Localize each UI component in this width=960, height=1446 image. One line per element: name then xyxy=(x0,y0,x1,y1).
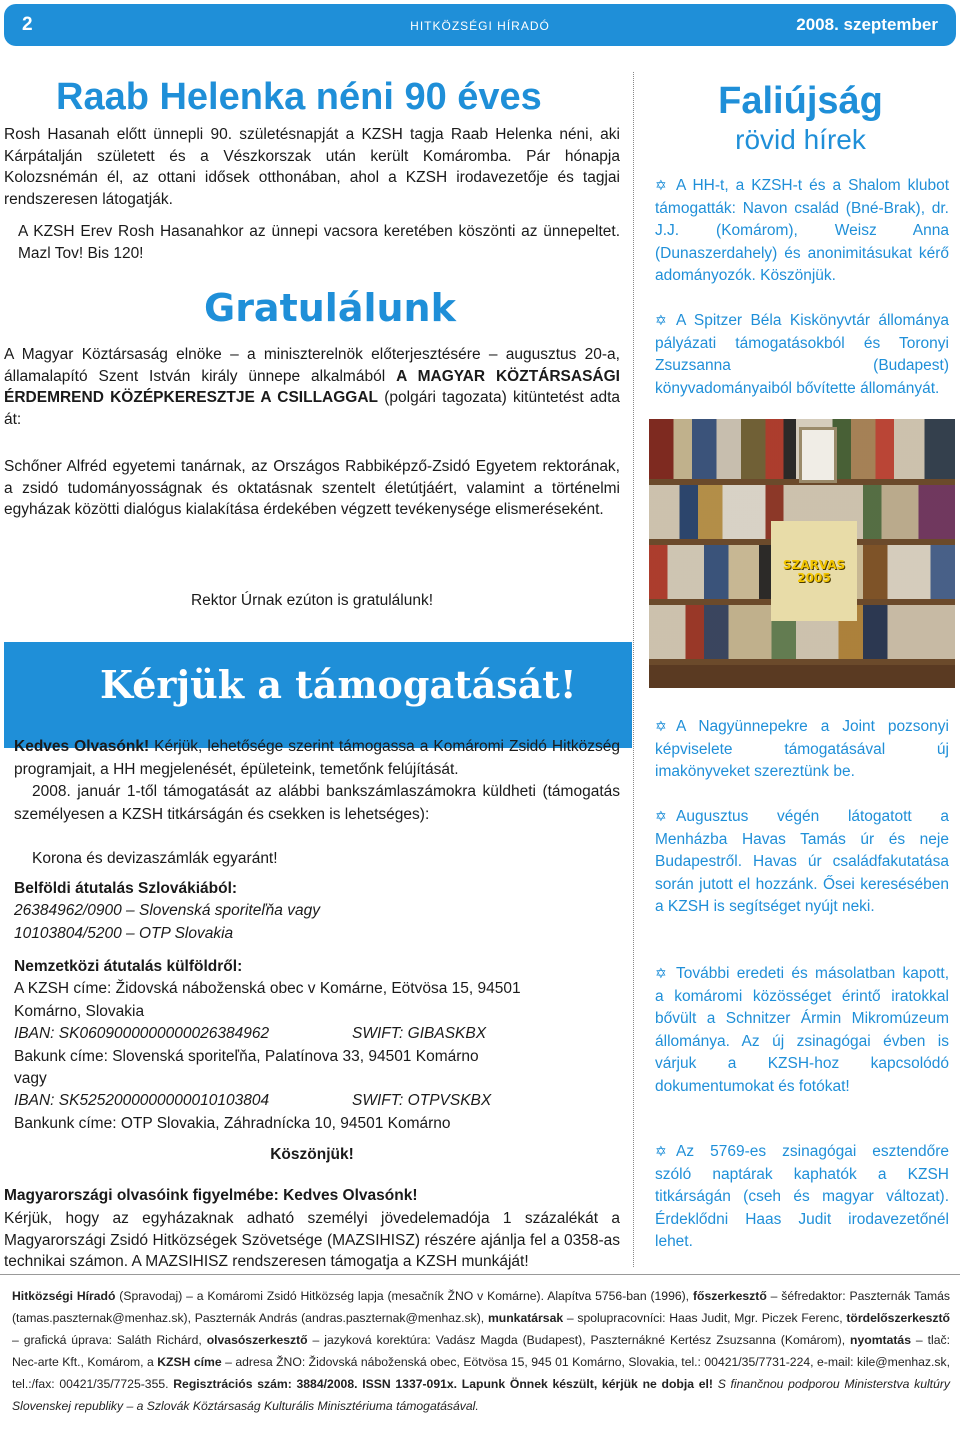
star-of-david-icon: ✡ xyxy=(655,965,667,981)
faliujsag-title: Faliújság xyxy=(718,80,883,122)
account-2: 10103804/5200 – OTP Slovakia xyxy=(14,925,234,942)
news-text: A HH-t, a KZSH-t és a Shalom klubot támogatták: Navon család (Bné-Brak), dr. J.J. (Komárom), Weisz Anna (Dunaszerdahely) és anonimitásukat kérő adományozók. Köszönjük. xyxy=(655,177,949,284)
raab-title: Raab Helenka néni 90 éves xyxy=(56,76,542,118)
imprint-italic: S finančnou podporou Ministerstva kultúry Slovenskej republiky – a Szlovák Köztársaság Kulturális Minisztériuma támogatásával. xyxy=(12,1377,951,1413)
account-1: 26384962/0900 – Slovenská sporiteľňa vagy xyxy=(14,902,320,919)
framed-picture xyxy=(799,427,837,483)
news-item xyxy=(655,715,949,784)
gratulalunk-p1-end: (polgári tagozata) kitüntetést adta át: xyxy=(4,389,621,428)
issue-date: 2008. szeptember xyxy=(796,15,938,34)
star-of-david-icon: ✡ xyxy=(655,1143,667,1159)
page-header xyxy=(4,4,956,46)
support-greeting-line xyxy=(14,736,620,781)
library-photo xyxy=(649,419,955,688)
publication-title: HITKÖZSÉGI HÍRADÓ xyxy=(410,19,550,33)
news-text: Augusztus végén látogatott a Menházba Havas Tamás úr és neje Budapestről. Havas úr családfakutatása során jutott el hozzánk. Ősei keresésében a KZSH is segítséget nyújt neki. xyxy=(655,808,949,915)
hungary-text: Kérjük, hogy az egyházaknak adható személyi jövedelemadója 1 százalékát a Magyarországi Zsidó Hitközségek Szövetsége (MAZSIHISZ) részére ajánlja fel a 0358-as technikai számon. A MAZSIHISZ rendszeresen támogatja a KZSH munkáját! xyxy=(4,1210,620,1270)
support-paragraph-2: 2008. január 1-től támogatását az alábbi bankszámlaszámokra küldheti (támogatás személyesen a KZSH titkárságán és csekken is lehetséges): xyxy=(14,783,620,823)
support-paragraph-1: Kérjük, lehetősége szerint támogassa a Komáromi Zsidó Hitközség programjait, a HH megjelenését, épületeink, temetőnk felújítását. xyxy=(14,738,620,778)
right-column xyxy=(645,72,956,1267)
gratulalunk-closing: Rektor Úrnak ezúton is gratulálunk! xyxy=(190,592,434,609)
imprint-span: (Spravodaj) – a Komáromi Zsidó Hitközség lapja (mesačník ŽNO v Komárne). Alapítva 5756-ban (1996), xyxy=(115,1289,693,1303)
iban-line-1 xyxy=(14,1023,620,1046)
imprint-span: – tlač: Nec-arte Kft., Komárom, a xyxy=(12,1333,950,1369)
imprint-text xyxy=(12,1285,950,1417)
imprint-bold: nyomtatás xyxy=(850,1333,911,1347)
news-item xyxy=(655,309,949,400)
raab-paragraph-1: Rosh Hasanah előtt ünnepli 90. születésnapját a KZSH tagja Raab Helenka néni, aki Kárpátalján született és a Vészkorszak után került Komáromba. Pár hónapja Kolozsnémán él, az ottani idősek otthonában, ahol a KZSH irodavezetője és tagjai rendszeresen látogatják. xyxy=(4,126,620,208)
support-paragraph-3: Korona és devizaszámlák egyaránt! xyxy=(32,850,278,867)
or-text: vagy xyxy=(14,1070,47,1087)
imprint-bold: tördelőszerkesztő xyxy=(846,1311,950,1325)
imprint-bold: KZSH címe xyxy=(157,1355,222,1369)
imprint-bold: munkatársak xyxy=(487,1311,564,1325)
imprint-span: – jazyková korektúra: Vadász Magda (Budapest), Paszternákné Kertész Zsuzsanna (Komárom), xyxy=(307,1333,851,1347)
news-item xyxy=(655,805,949,919)
poster-text: SZARVAS 2005 xyxy=(782,558,846,585)
imprint-span: – grafická úprava: Saláth Richárd, xyxy=(12,1333,207,1347)
imprint-bold: olvasószerkesztő xyxy=(206,1333,308,1347)
imprint-span: – šéfredaktor: Paszternák Tamás (tamas.paszternak@menhaz.sk), Paszternák András (andras.paszternak@menhaz.sk), xyxy=(12,1289,950,1325)
news-item xyxy=(655,174,949,288)
news-item xyxy=(655,962,949,1098)
bank-address-1: Bakunk címe: Slovenská sporiteľňa, Palatínova 33, 94501 Komárno xyxy=(14,1048,479,1065)
iban-1: IBAN: SK0609000000000026384962 xyxy=(14,1025,270,1042)
swift-2: SWIFT: OTPVSKBX xyxy=(352,1092,492,1109)
gratulalunk-paragraph-1 xyxy=(4,344,620,430)
intl-heading: Nemzetközi átutalás külföldről: xyxy=(14,958,243,975)
star-of-david-icon: ✡ xyxy=(655,177,667,193)
raab-paragraph-2: A KZSH Erev Rosh Hasanahkor az ünnepi vacsora keretében köszönti az ünnepeltet. Mazl Tov! Bis 120! xyxy=(18,223,620,262)
iban-2: IBAN: SK5252000000000010103804 xyxy=(14,1092,270,1109)
news-text: További eredeti és másolatban kapott, a komáromi közösséget érintő iratokkal bővült a Schnitzer Ármin Mikromúzeum állománya. Az új zsinagógai évben is várjuk a KZSH-hoz kapcsolódó dokumentumokat és fotókat! xyxy=(655,965,949,1095)
support-title: Kérjük a támogatását! xyxy=(100,662,577,707)
bank-address-2: Bankunk címe: OTP Slovakia, Záhradnícka 10, 94501 Komárno xyxy=(14,1115,451,1132)
address-line-2: Komárno, Slovakia xyxy=(14,1003,145,1020)
column-divider xyxy=(633,72,634,1267)
address-line-1: A KZSH címe: Židovská náboženská obec v Komárne, Eötvösa 15, 94501 xyxy=(14,980,521,997)
gratulalunk-p1-start: A Magyar Köztársaság elnöke – a miniszterelnök előterjesztésére – augusztus 20-a, államalapító Szent István király ünnepe alkalmából xyxy=(4,346,620,385)
imprint-span: – adresa ŽNO: Židovská náboženská obec, Eötvösa 15, 945 01 Komárno, Slovakia, tel.: 00421/35/7731-224, e-mail: kile@menhaz.sk, tel.:/fax: 00421/35/7725-355. xyxy=(12,1355,950,1391)
imprint-bold: főszerkesztő xyxy=(692,1289,767,1303)
domestic-heading: Belföldi átutalás Szlovákiából: xyxy=(14,880,238,897)
iban-line-2 xyxy=(14,1090,620,1113)
imprint-bold: Regisztrációs szám: 3884/2008. ISSN 1337-091x. Lapunk Önnek készült, kérjük ne dobja el! xyxy=(173,1377,713,1391)
imprint-footer xyxy=(0,1274,960,1442)
star-of-david-icon: ✡ xyxy=(655,312,667,328)
star-of-david-icon: ✡ xyxy=(655,718,667,734)
imprint-bold: Hitközségi Híradó xyxy=(12,1289,116,1303)
star-of-david-icon: ✡ xyxy=(655,808,667,824)
gratulalunk-award: A MAGYAR KÖZTÁRSASÁGI ÉRDEMREND KÖZÉPKERESZTJE A CSILLAGGAL xyxy=(4,367,620,406)
support-banner xyxy=(4,642,632,748)
imprint-span: – spolupracovníci: Haas Judit, Mgr. Piczek Ferenc, xyxy=(563,1311,847,1325)
hungary-heading: Magyarországi olvasóink figyelmébe: Kedves Olvasónk! xyxy=(4,1187,418,1204)
news-item xyxy=(655,1140,949,1254)
news-text: A Nagyünnepekre a Joint pozsonyi képviselete támogatásával új imakönyveket szereztünk be. xyxy=(655,718,949,780)
swift-1: SWIFT: GIBASKBX xyxy=(352,1025,487,1042)
news-text: A Spitzer Béla Kiskönyvtár állománya pályázati támogatásokból és Toronyi Zsuzsanna (Budapest) könyvadományaiból bővítette állományát. xyxy=(655,312,949,397)
gratulalunk-paragraph-2: Schőner Alfréd egyetemi tanárnak, az Országos Rabbiképző-Zsidó Egyetem rektorának, a zsidó tudományosságnak és oktatásnak szentelt életútjáért, valamint a történelmi egyházak közötti dialógus kialakítása érdekében végzett tevékenysége elismeréseként. xyxy=(4,458,620,518)
support-thanks: Köszönjük! xyxy=(270,1146,354,1163)
szarvas-poster xyxy=(771,521,857,621)
news-text: Az 5769-es zsinagógai esztendőre szóló naptárak kaphatók a KZSH titkárságán (cseh és magyar változat). Érdeklődni Haas Judit irodavezetőnél lehet. xyxy=(655,1143,949,1250)
page-number: 2 xyxy=(22,14,33,35)
gratulalunk-title: Gratulálunk xyxy=(204,286,456,330)
support-greeting: Kedves Olvasónk! xyxy=(14,738,150,755)
faliujsag-subtitle: rövid hírek xyxy=(735,124,866,155)
